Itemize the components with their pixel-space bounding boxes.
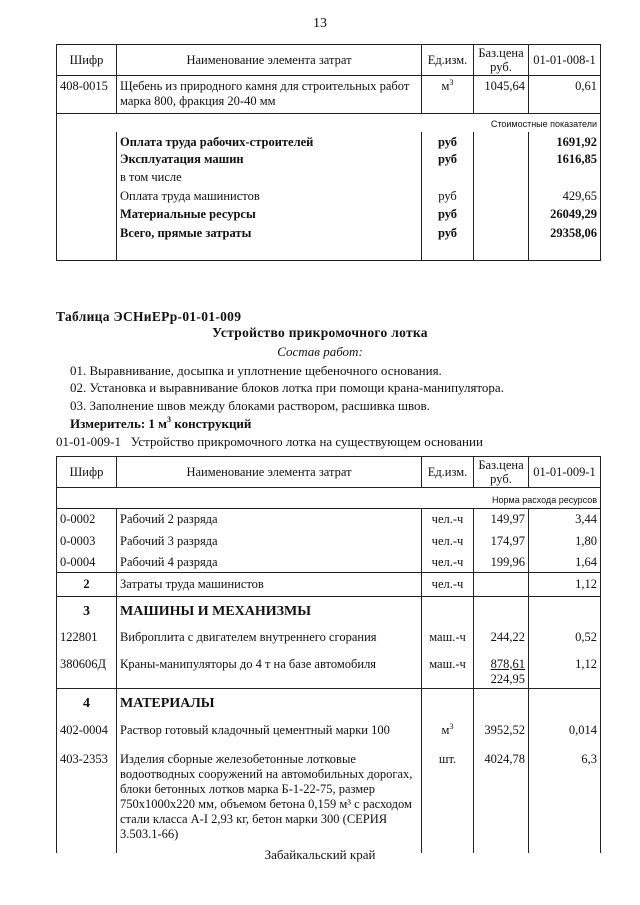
- table-row: [57, 625, 601, 649]
- col-header-price: Баз.цена руб.: [474, 45, 529, 76]
- cost-value: 1616,85: [529, 151, 601, 169]
- work-name: Устройство прикромочного лотка: [212, 325, 428, 340]
- cost-unit: руб: [422, 206, 474, 225]
- col-header-name: Наименование элемента затрат: [117, 457, 422, 488]
- cost-label: Материальные ресурсы: [117, 206, 422, 225]
- table-row: [57, 649, 601, 689]
- cost-value: [529, 169, 601, 187]
- row-code: 403-2353: [57, 743, 117, 853]
- row-name: Виброплита с двигателем внутреннего сгорания: [117, 625, 422, 649]
- cost-row: [57, 225, 601, 260]
- col-header-unit: Ед.изм.: [422, 457, 474, 488]
- group-title: МАТЕРИАЛЫ: [117, 689, 422, 717]
- group-header-row: [57, 689, 601, 717]
- table-row: [57, 531, 601, 552]
- row-unit: маш.-ч: [422, 625, 474, 649]
- row-price: 1045,64: [474, 76, 529, 114]
- table-row: [57, 509, 601, 531]
- row-name: Раствор готовый кладочный цементный марки 100: [117, 717, 422, 743]
- table-row: [57, 717, 601, 743]
- subheader-cost-indicators: Стоимостные показатели: [57, 114, 601, 133]
- row-unit: чел.-ч: [422, 509, 474, 531]
- cost-unit: руб: [422, 132, 474, 151]
- norm-variant: 01-01-009-1 Устройство прикромочного лотка на существующем основании: [56, 434, 483, 449]
- row-code: 0-0004: [57, 552, 117, 573]
- row-price: 3952,52: [474, 717, 529, 743]
- col-header-code: Шифр: [57, 45, 117, 76]
- row-value: 1,12: [529, 649, 601, 689]
- row-name: Щебень из природного камня для строительных работ марка 800, фракция 20-40 мм: [117, 76, 422, 114]
- row-price: [474, 649, 529, 689]
- cost-row: [57, 132, 601, 151]
- row-code: 122801: [57, 625, 117, 649]
- cost-unit: [422, 169, 474, 187]
- row-name: Рабочий 2 разряда: [117, 509, 422, 531]
- cost-unit: руб: [422, 151, 474, 169]
- row-value: 1,64: [529, 552, 601, 573]
- cost-table-01-01-008: [56, 44, 601, 261]
- price-secondary: 224,95: [490, 671, 525, 686]
- row-name-line: блоки бетонных лотков марка Б-1-22-75, размер: [120, 781, 375, 796]
- row-name-line: стали класса А-I 2,93 кг, бетон марки 300 (СЕРИЯ: [120, 811, 388, 826]
- row-name: Затраты труда машинистов: [117, 573, 422, 597]
- group-code: 3: [57, 597, 117, 625]
- row-unit: шт.: [422, 743, 474, 853]
- price-primary: 878,61: [490, 656, 525, 671]
- cost-row: [57, 169, 601, 187]
- group-code: 4: [57, 689, 117, 717]
- col-header-norm: 01-01-009-1: [529, 457, 601, 488]
- table-header: [57, 457, 601, 488]
- group-header-row: [57, 597, 601, 625]
- col-header-price: Баз.цена руб.: [474, 457, 529, 488]
- cost-unit: руб: [422, 187, 474, 206]
- page-number: 13: [313, 16, 327, 31]
- row-price: 149,97: [474, 509, 529, 531]
- footer-region: Забайкальский край: [264, 847, 376, 862]
- subheader-resource-norm: Норма расхода ресурсов: [57, 488, 601, 509]
- col-header-name: Наименование элемента затрат: [117, 45, 422, 76]
- measure-unit: Измеритель: 1 $м^3$ конструкций: [70, 415, 252, 431]
- row-unit: маш.-ч: [422, 649, 474, 689]
- row-name: Рабочий 3 разряда: [117, 531, 422, 552]
- col-header-code: Шифр: [57, 457, 117, 488]
- cost-row: [57, 151, 601, 169]
- subheader-row: [57, 114, 601, 133]
- cost-label: Всего, прямые затраты: [117, 225, 422, 260]
- row-unit: чел.-ч: [422, 552, 474, 573]
- row-code: 402-0004: [57, 717, 117, 743]
- cost-label: Оплата труда машинистов: [117, 187, 422, 206]
- row-code: 408-0015: [57, 76, 117, 114]
- work-item: 02. Установка и выравнивание блоков лотка при помощи крана-манипулятора.: [70, 380, 504, 395]
- row-value: 1,12: [529, 573, 601, 597]
- row-code: 380606Д: [57, 649, 117, 689]
- row-value: 3,44: [529, 509, 601, 531]
- row-value: 0,014: [529, 717, 601, 743]
- work-item: 01. Выравнивание, досыпка и уплотнение щебеночного основания.: [70, 363, 442, 378]
- row-price: 4024,78: [474, 743, 529, 853]
- row-unit: $м^3$: [422, 717, 474, 743]
- col-header-norm: 01-01-008-1: [529, 45, 601, 76]
- cost-row: [57, 187, 601, 206]
- subheader-row: [57, 488, 601, 509]
- cost-value: 26049,29: [529, 206, 601, 225]
- resource-table-01-01-009: [56, 456, 601, 853]
- cost-value: 29358,06: [529, 225, 601, 260]
- row-unit: $м^3$: [422, 76, 474, 114]
- table-row: [57, 743, 601, 853]
- row-value: 0,52: [529, 625, 601, 649]
- row-code: 2: [57, 573, 117, 597]
- cost-label: в том числе: [117, 169, 422, 187]
- cost-value: 429,65: [529, 187, 601, 206]
- work-composition-heading: Состав работ:: [277, 344, 363, 359]
- row-name: [117, 743, 422, 853]
- cost-label: Эксплуатация машин: [117, 151, 422, 169]
- row-name: Краны-манипуляторы до 4 т на базе автомобиля: [117, 649, 422, 689]
- cost-row: [57, 206, 601, 225]
- row-price: 174,97: [474, 531, 529, 552]
- row-value: 6,3: [529, 743, 601, 853]
- row-price: 199,96: [474, 552, 529, 573]
- row-value: 0,61: [529, 76, 601, 114]
- row-name-line: 750х1000х220 мм, объемом бетона 0,159 м³ с расходом: [120, 796, 412, 811]
- row-code: 0-0003: [57, 531, 117, 552]
- cost-value: 1691,92: [529, 132, 601, 151]
- row-price: 244,22: [474, 625, 529, 649]
- table-row: [57, 573, 601, 597]
- row-name: Рабочий 4 разряда: [117, 552, 422, 573]
- table-row: [57, 76, 601, 114]
- row-name-line: Изделия сборные железобетонные лотковые: [120, 751, 356, 766]
- table-row: [57, 552, 601, 573]
- row-name-line: 3.503.1-66): [120, 826, 179, 841]
- table-title: Таблица ЭСНиЕРр-01-01-009: [56, 309, 242, 324]
- cost-label: Оплата труда рабочих-строителей: [117, 132, 422, 151]
- row-value: 1,80: [529, 531, 601, 552]
- row-unit: чел.-ч: [422, 531, 474, 552]
- group-title: МАШИНЫ И МЕХАНИЗМЫ: [117, 597, 422, 625]
- work-item: 03. Заполнение швов между блоками раствором, расшивка швов.: [70, 398, 430, 413]
- row-unit: чел.-ч: [422, 573, 474, 597]
- table-header: [57, 45, 601, 76]
- row-code: 0-0002: [57, 509, 117, 531]
- col-header-unit: Ед.изм.: [422, 45, 474, 76]
- cost-unit: руб: [422, 225, 474, 260]
- row-name-line: водоотводных сооружений на автомобильных дорогах,: [120, 766, 413, 781]
